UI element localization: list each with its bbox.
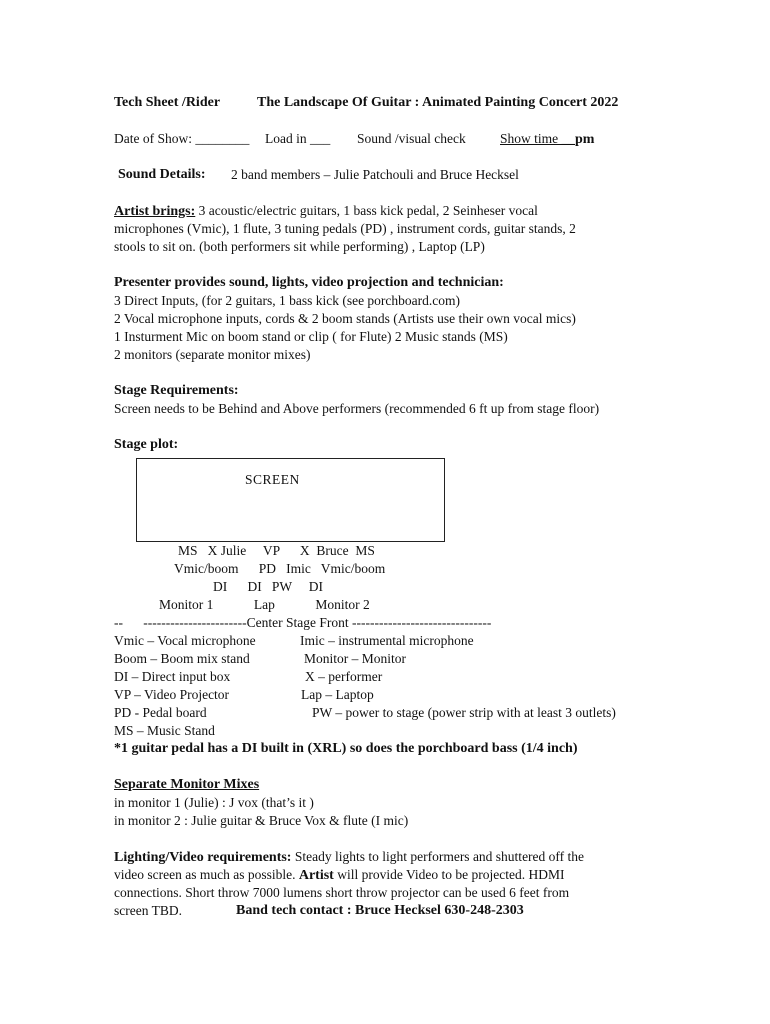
monitor-mix-2: in monitor 2 : Julie guitar & Bruce Vox & flute (I mic) <box>114 813 409 828</box>
date-of-show: Date of Show: ________ <box>114 131 250 146</box>
show-time-pm: pm <box>575 132 595 147</box>
legend-ms: MS – Music Stand <box>114 723 215 738</box>
legend-vmic: Vmic – Vocal microphone <box>114 633 256 648</box>
show-time-label: Show time __ <box>500 131 576 146</box>
stage-plot-row-2: Vmic/boom PD Imic Vmic/boom <box>174 561 386 576</box>
lighting-line-2 <box>114 866 564 885</box>
legend-boom: Boom – Boom mix stand <box>114 651 250 666</box>
legend-vp: VP – Video Projector <box>114 687 230 702</box>
lighting-line-1 <box>114 848 584 867</box>
sound-details-text: 2 band members – Julie Patchouli and Bruce Hecksel <box>231 167 519 182</box>
presenter-line-1: 3 Direct Inputs, (for 2 guitars, 1 bass kick (see porchboard.com) <box>114 293 461 308</box>
sound-check: Sound /visual check <box>357 131 466 146</box>
screen-label: SCREEN <box>245 472 300 487</box>
artist-brings-text: 3 acoustic/electric guitars, 1 bass kick pedal, 2 Seinheser vocal <box>195 203 538 218</box>
monitor-mixes-heading: Separate Monitor Mixes <box>114 777 260 792</box>
legend-x: X – performer <box>305 669 383 684</box>
monitor-mix-1: in monitor 1 (Julie) : J vox (that’s it ) <box>114 795 314 810</box>
presenter-heading: Presenter provides sound, lights, video projection and technician: <box>114 275 504 290</box>
load-in: Load in ___ <box>265 131 331 146</box>
artist-brings-line-1 <box>114 202 538 221</box>
lighting-label: Lighting/Video requirements: <box>114 850 292 865</box>
center-stage-front: -- -----------------------Center Stage Front ------------------------------- <box>114 615 492 630</box>
artist-brings-line-3: stools to sit on. (both performers sit while performing) , Laptop (LP) <box>114 239 485 254</box>
presenter-line-4: 2 monitors (separate monitor mixes) <box>114 347 311 362</box>
legend-lap: Lap – Laptop <box>301 687 374 702</box>
stage-plot-row-4: Monitor 1 Lap Monitor 2 <box>159 597 370 612</box>
presenter-line-3: 1 Insturment Mic on boom stand or clip ( for Flute) 2 Music stands (MS) <box>114 329 508 344</box>
lighting-text-2a: video screen as much as possible. <box>114 867 299 882</box>
legend-pw: PW – power to stage (power strip with at least 3 outlets) <box>312 705 616 720</box>
sound-details-label: Sound Details: <box>118 167 206 182</box>
stage-requirements-heading: Stage Requirements: <box>114 383 239 398</box>
stage-requirements-text: Screen needs to be Behind and Above performers (recommended 6 ft up from stage floor) <box>114 401 600 416</box>
lighting-text-2b: will provide Video to be projected. HDMI <box>333 867 565 882</box>
legend-monitor: Monitor – Monitor <box>304 651 407 666</box>
tech-sheet-label: Tech Sheet /Rider <box>114 95 221 110</box>
lighting-line-3: connections. Short throw 7000 lumens short throw projector can be used 6 feet from <box>114 885 570 900</box>
lighting-text-1: Steady lights to light performers and shuttered off the <box>291 849 585 864</box>
band-tech-contact: Band tech contact : Bruce Hecksel 630-248-2303 <box>236 903 524 918</box>
legend-di: DI – Direct input box <box>114 669 231 684</box>
show-time <box>500 130 594 149</box>
di-note: *1 guitar pedal has a DI built in (XRL) so does the porchboard bass (1/4 inch) <box>114 741 578 756</box>
lighting-artist: Artist <box>298 868 334 883</box>
screen-box <box>136 458 445 542</box>
stage-plot-heading: Stage plot: <box>114 437 179 452</box>
legend-imic: Imic – instrumental microphone <box>300 633 474 648</box>
artist-brings-line-2: microphones (Vmic), 1 flute, 3 tuning pedals (PD) , instrument cords, guitar stands, 2 <box>114 221 576 236</box>
lighting-line-4: screen TBD. <box>114 903 182 918</box>
page-title: The Landscape Of Guitar : Animated Painting Concert 2022 <box>257 95 619 110</box>
legend-pd: PD - Pedal board <box>114 705 207 720</box>
artist-brings-label: Artist brings: <box>114 204 196 219</box>
presenter-line-2: 2 Vocal microphone inputs, cords & 2 boom stands (Artists use their own vocal mics) <box>114 311 576 326</box>
stage-plot-row-1: MS X Julie VP X Bruce MS <box>178 543 375 558</box>
stage-plot-row-3: DI DI PW DI <box>213 579 323 594</box>
